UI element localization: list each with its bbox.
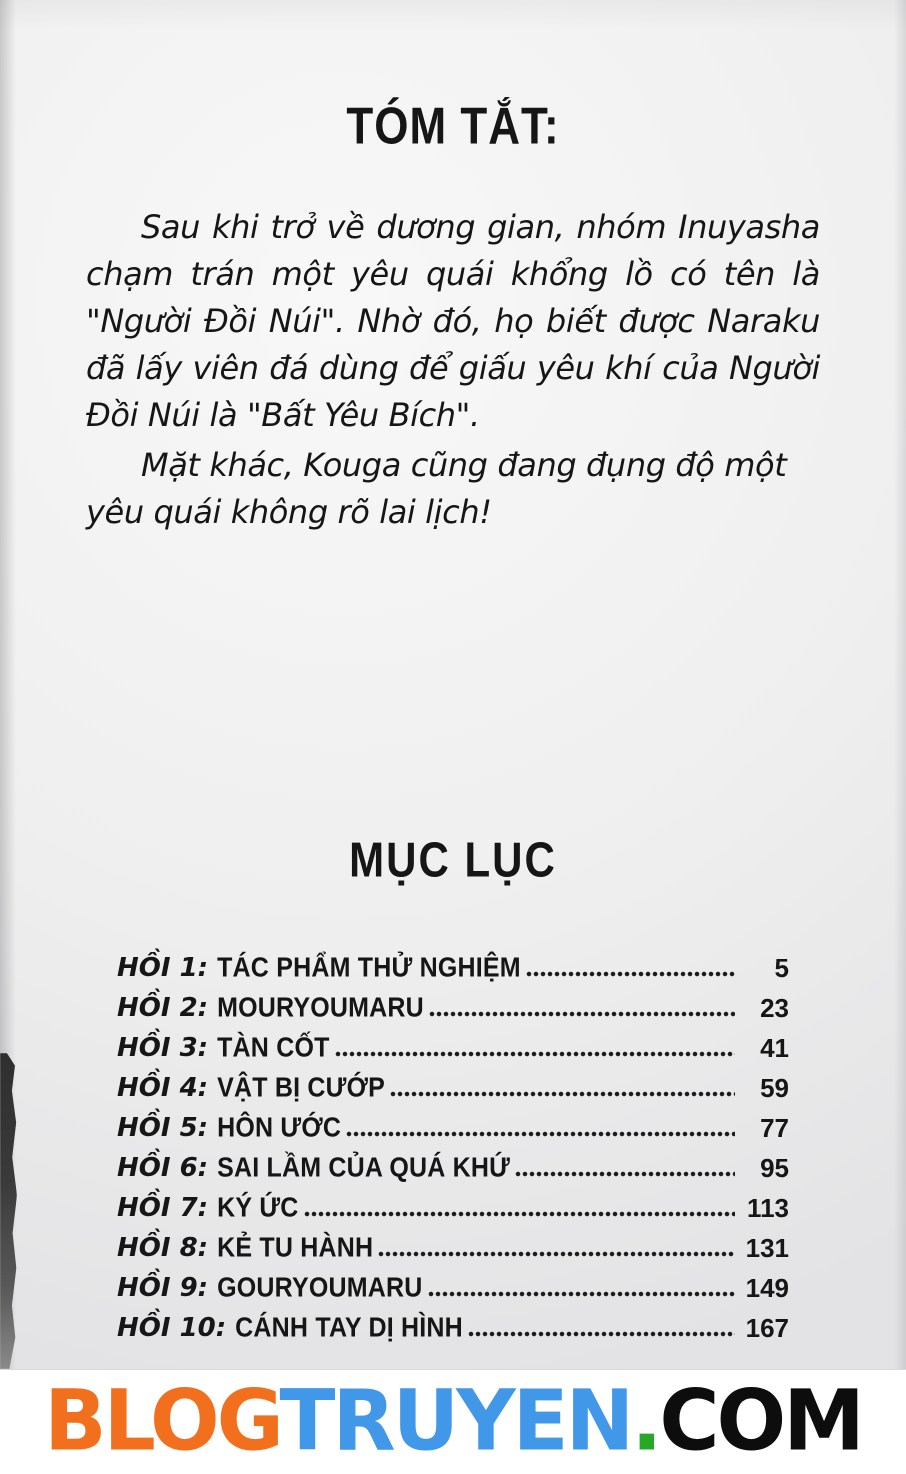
- toc-dot-leader: [468, 1330, 735, 1338]
- toc-page-number: 149: [745, 1272, 789, 1303]
- toc-dot-leader: [390, 1090, 735, 1098]
- toc-entry: [117, 1182, 789, 1222]
- toc-title: MỤC LỤC: [349, 831, 557, 888]
- page-spine-shadow: [0, 1053, 17, 1369]
- toc-entry: [117, 1102, 789, 1142]
- toc-dot-leader: [335, 1050, 735, 1058]
- toc-entry: [117, 982, 789, 1022]
- toc-page-number: 59: [760, 1072, 789, 1103]
- toc-page-number: 131: [745, 1232, 789, 1263]
- toc-chapter-label: HỒI 4:: [117, 1072, 209, 1103]
- toc-page-number: 167: [745, 1312, 789, 1343]
- toc-entry: [117, 1022, 789, 1062]
- toc-chapter-title: MOURYOUMARU: [217, 991, 424, 1023]
- toc-page-number: 5: [774, 952, 789, 983]
- toc-chapter-title: SAI LẦM CỦA QUÁ KHỨ: [217, 1151, 511, 1183]
- toc-chapter-label: HỒI 9:: [117, 1272, 209, 1303]
- blogtruyen-logo: [44, 1373, 862, 1470]
- toc-dot-leader: [515, 1170, 735, 1178]
- toc-chapter-title: KẺ TU HÀNH: [217, 1231, 374, 1263]
- toc-entry: [117, 1302, 789, 1342]
- toc-list: [117, 942, 789, 1342]
- toc-chapter-title: CÁNH TAY DỊ HÌNH: [235, 1311, 463, 1343]
- logo-segment-com: COM: [659, 1373, 862, 1470]
- toc-dot-leader: [429, 1010, 735, 1018]
- toc-page-number: 77: [760, 1112, 789, 1143]
- toc-dot-leader: [526, 970, 735, 978]
- toc-chapter-label: HỒI 10:: [117, 1312, 227, 1343]
- toc-page-number: 95: [760, 1152, 789, 1183]
- toc-page-number: 23: [760, 992, 789, 1023]
- toc-chapter-title: GOURYOUMARU: [217, 1271, 423, 1303]
- summary-paragraph: Mặt khác, Kouga cũng đang đụng độ một yêu quái không rõ lai lịch!: [86, 446, 787, 531]
- summary-title: TÓM TẮT:: [346, 97, 560, 156]
- toc-entry: [117, 1062, 789, 1102]
- toc-chapter-title: KÝ ỨC: [217, 1191, 299, 1223]
- summary-paragraph: Sau khi trở về dương gian, nhóm Inuyasha chạm trán một yêu quái khổng lồ có tên là "Người Đồi Núi". Nhờ đó, họ biết được Naraku đã lấy viên đá dùng để giấu yêu khí của Người Đồi Núi là "Bất Yêu Bích".: [86, 208, 820, 434]
- toc-entry: [117, 1262, 789, 1302]
- watermark-band: [0, 1370, 906, 1474]
- toc-chapter-label: HỒI 6:: [117, 1152, 209, 1183]
- toc-dot-leader: [346, 1130, 735, 1138]
- logo-segment-blog: BLOG: [44, 1373, 280, 1470]
- toc-chapter-title: HÔN ƯỚC: [217, 1111, 342, 1143]
- toc-chapter-title: TÀN CỐT: [217, 1031, 330, 1063]
- toc-dot-leader: [428, 1290, 735, 1298]
- toc-chapter-label: HỒI 1:: [117, 952, 209, 983]
- toc-chapter-label: HỒI 3:: [117, 1032, 209, 1063]
- toc-dot-leader: [304, 1210, 735, 1218]
- toc-chapter-label: HỒI 5:: [117, 1112, 209, 1143]
- toc-entry: [117, 1222, 789, 1262]
- toc-chapter-label: HỒI 8:: [117, 1232, 209, 1263]
- toc-page-number: 41: [760, 1032, 789, 1063]
- toc-chapter-label: HỒI 2:: [117, 992, 209, 1023]
- toc-chapter-title: VẬT BỊ CƯỚP: [217, 1071, 385, 1103]
- toc-entry: [117, 942, 789, 982]
- toc-chapter-label: HỒI 7:: [117, 1192, 209, 1223]
- logo-segment-truyen: TRUYEN: [279, 1373, 632, 1470]
- toc-chapter-title: TÁC PHẨM THỬ NGHIỆM: [217, 951, 521, 983]
- summary-body: [86, 204, 820, 536]
- toc-page-number: 113: [747, 1192, 789, 1223]
- toc-entry: [117, 1142, 789, 1182]
- logo-segment-dot: .: [631, 1373, 660, 1470]
- toc-dot-leader: [378, 1250, 735, 1258]
